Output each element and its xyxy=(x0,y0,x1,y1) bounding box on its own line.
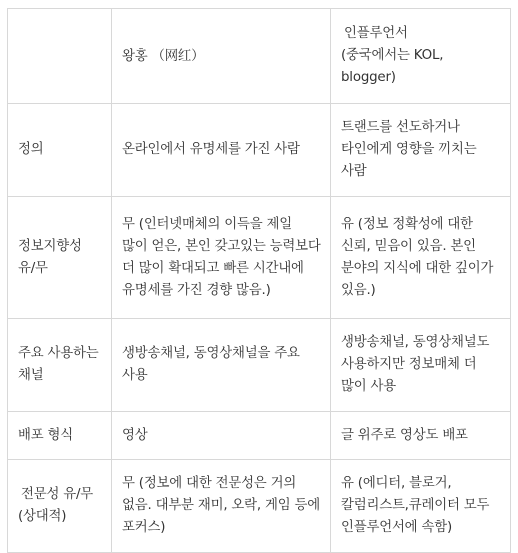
cell-wanghong-definition: 온라인에서 유명세를 가진 사람 xyxy=(112,104,331,197)
cell-wanghong-expertise: 무 (정보에 대한 전문성은 거의 없음. 대부분 재미, 오락, 게임 등에 포커스) xyxy=(112,460,331,553)
table-row xyxy=(8,412,511,460)
row-label-expertise-note: (상대적) xyxy=(18,509,67,524)
row-label-expertise-main: 전문성 유/무 xyxy=(21,487,94,502)
cell-wanghong-main-channel: 생방송채널, 동영상채널을 주요 사용 xyxy=(112,319,331,412)
header-influencer-subtitle: (중국에서는 KOL, blogger) xyxy=(341,48,444,85)
comparison-table xyxy=(7,8,511,553)
cell-influencer-expertise: 유 (에디터, 블로거, 칼럼리스트,큐레이터 모두 인플루언서에 속함) xyxy=(331,460,511,553)
cell-influencer-distribution-format: 글 위주로 영상도 배포 xyxy=(331,412,511,460)
cell-influencer-definition: 트랜드를 선도하거나 타인에게 영향을 끼치는 사람 xyxy=(331,104,511,197)
table-row xyxy=(8,319,511,412)
header-influencer-cell xyxy=(331,9,511,104)
header-corner-cell xyxy=(8,9,112,104)
table-header-row xyxy=(8,9,511,104)
table-row xyxy=(8,460,511,553)
row-label-info-orientation: 정보지향성 유/무 xyxy=(8,197,112,319)
header-influencer-title: 인플루언서 xyxy=(344,26,408,41)
row-label-main-channel: 주요 사용하는 채널 xyxy=(8,319,112,412)
cell-influencer-info-orientation: 유 (정보 정확성에 대한 신뢰, 믿음이 있음. 본인 분야의 지식에 대한 깊이가 있음.) xyxy=(331,197,511,319)
table-row xyxy=(8,197,511,319)
cell-wanghong-info-orientation: 무 (인터넷매체의 이득을 제일 많이 얻은, 본인 갖고있는 능력보다 더 많이 확대되고 빠른 시간내에 유명세를 가진 경향 많음.) xyxy=(112,197,331,319)
cell-wanghong-distribution-format: 영상 xyxy=(112,412,331,460)
header-wanghong-cell xyxy=(112,9,331,104)
table-row xyxy=(8,104,511,197)
header-wanghong-label: 왕홍 （网红） xyxy=(122,49,205,64)
row-label-distribution-format: 배포 형식 xyxy=(8,412,112,460)
row-label-definition: 정의 xyxy=(8,104,112,197)
cell-influencer-main-channel: 생방송채널, 동영상채널도 사용하지만 정보매체 더 많이 사용 xyxy=(331,319,511,412)
row-label-expertise xyxy=(8,460,112,553)
